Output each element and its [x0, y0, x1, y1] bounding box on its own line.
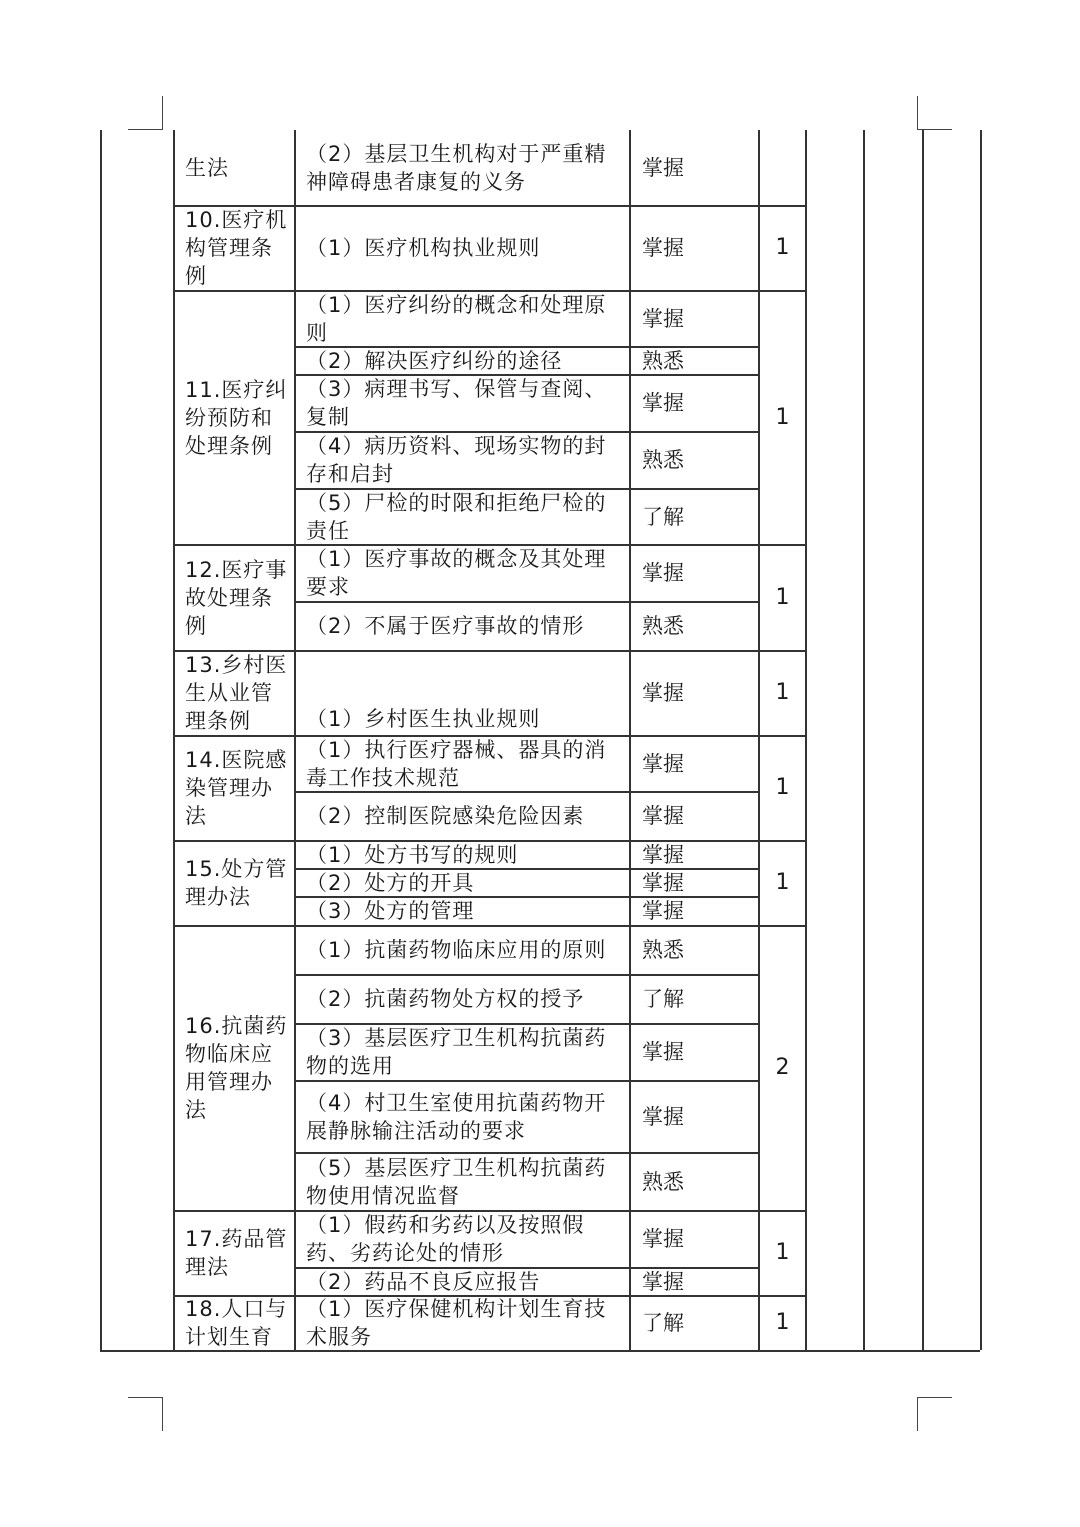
column-border — [922, 130, 924, 1350]
level-cell: 熟悉 — [642, 448, 684, 472]
level-cell: 掌握 — [642, 1040, 684, 1064]
level-cell: 熟悉 — [642, 348, 684, 373]
content-cell: （4）村卫生室使用抗菌药物开展静脉输注活动的要求 — [306, 1090, 607, 1143]
level-cell: 掌握 — [642, 156, 684, 180]
content-cell: （4）病历资料、现场实物的封存和启封 — [306, 434, 607, 486]
hours-cell: 1 — [775, 235, 790, 260]
content-cell: （1）处方书写的规则 — [306, 842, 519, 867]
topic-cell: 13.乡村医生从业管理条例 — [185, 653, 288, 733]
content-cell: （1）医疗保健机构计划生育技术服务 — [306, 1297, 607, 1349]
hours-cell: 1 — [775, 870, 790, 895]
topic-cell: 生法 — [185, 156, 229, 180]
content-cell: （2）抗菌药物处方权的授予 — [306, 987, 585, 1011]
hours-cell: 1 — [775, 584, 790, 610]
level-cell: 掌握 — [642, 1227, 684, 1251]
content-cell: （5）基层医疗卫生机构抗菌药物使用情况监督 — [306, 1155, 607, 1208]
hours-cell: 1 — [775, 775, 790, 800]
hours-cell: 1 — [775, 680, 790, 705]
level-cell: 掌握 — [642, 842, 684, 867]
level-cell: 掌握 — [642, 1269, 684, 1294]
content-cell: （2）基层卫生机构对于严重精神障碍患者康复的义务 — [306, 142, 607, 194]
content-cell: （1）执行医疗器械、器具的消毒工作技术规范 — [306, 737, 607, 790]
level-cell: 掌握 — [642, 391, 684, 415]
content-cell: （1）医疗纠纷的概念和处理原则 — [306, 292, 607, 345]
hours-cell — [760, 131, 805, 205]
level-cell: 掌握 — [642, 751, 684, 776]
topic-cell: 17.药品管理法 — [185, 1227, 288, 1279]
level-cell: 熟悉 — [642, 614, 684, 638]
topic-cell: 15.处方管理办法 — [185, 857, 288, 909]
level-cell: 掌握 — [642, 236, 684, 260]
level-cell: 了解 — [642, 987, 684, 1011]
content-cell: （1）医疗机构执业规则 — [306, 236, 541, 260]
level-cell: 掌握 — [642, 561, 684, 585]
level-cell: 掌握 — [642, 306, 684, 331]
hours-cell: 1 — [775, 1240, 790, 1265]
topic-cell: 18.人口与计划生育 — [185, 1297, 288, 1349]
hours-cell: 1 — [775, 1310, 790, 1335]
content-cell: （2）控制医院感染危险因素 — [306, 804, 585, 828]
content-cell: （1）乡村医生执业规则 — [306, 707, 541, 731]
level-cell: 熟悉 — [642, 938, 684, 962]
level-cell: 掌握 — [642, 899, 684, 923]
hours-cell: 2 — [775, 1055, 790, 1080]
content-cell: （2）解决医疗纠纷的途径 — [306, 348, 563, 373]
content-cell: （1）医疗事故的概念及其处理要求 — [306, 547, 607, 599]
level-cell: 掌握 — [642, 681, 684, 705]
level-cell: 了解 — [642, 1311, 684, 1335]
topic-cell: 11.医疗纠纷预防和处理条例 — [185, 377, 288, 458]
topic-cell: 16.抗菌药物临床应用管理办法 — [185, 1014, 288, 1122]
content-cell: （1）假药和劣药以及按照假药、劣药论处的情形 — [306, 1213, 585, 1265]
topic-cell: 12.医疗事故处理条例 — [185, 557, 288, 638]
level-cell: 掌握 — [642, 804, 684, 828]
topic-cell: 10.医疗机构管理条例 — [185, 208, 288, 288]
content-cell: （2）药品不良反应报告 — [306, 1269, 541, 1294]
content-cell: （1）抗菌药物临床应用的原则 — [306, 938, 607, 962]
column-border — [980, 130, 982, 1350]
content-cell: （3）基层医疗卫生机构抗菌药物的选用 — [306, 1026, 607, 1078]
column-border — [100, 130, 102, 1350]
content-cell: （3）病理书写、保管与查阅、复制 — [306, 377, 607, 429]
level-cell: 熟悉 — [642, 1169, 684, 1194]
content-cell: （3）处方的管理 — [306, 899, 475, 923]
content-cell: （2）不属于医疗事故的情形 — [306, 614, 585, 638]
level-cell: 掌握 — [642, 1104, 684, 1129]
level-cell: 掌握 — [642, 870, 684, 895]
level-cell: 了解 — [642, 504, 684, 529]
content-cell: （5）尸检的时限和拒绝尸检的责任 — [306, 490, 607, 543]
hours-cell: 1 — [775, 404, 790, 430]
topic-cell: 14.医院感染管理办法 — [185, 748, 288, 828]
content-cell: （2）处方的开具 — [306, 870, 475, 895]
column-border — [863, 130, 865, 1350]
column-border — [805, 130, 807, 1350]
